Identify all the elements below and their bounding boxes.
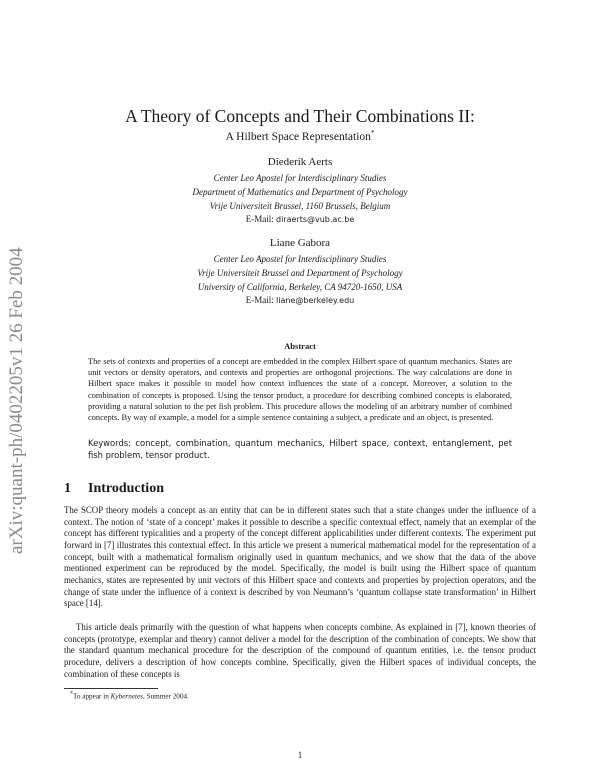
author-email-link[interactable]: liane@berkeley.edu (276, 296, 355, 305)
paper-title: A Theory of Concepts and Their Combinations II: (125, 106, 475, 126)
body-paragraph: The SCOP theory models a concept as an entity that can be in different states such that a state changes under the influence of a context. The notion of ‘state of a concept’ makes it possible to describe a specific contextual effect, namely that an exemplar of the concept has different typicalities and a property of the concept different applicabilities under different contexts. The experiment put forward in [7] illustrates this contextual effect. In this article we present a numerical mathematical model for the representation of a concept, built with a mathematical formalism originally used in quantum mechanics, and we show that the data of the above mentioned experiment can be reproduced by the model. Specifically, the model is built using the Hilbert space of quantum mechanics, states are represented by unit vectors of this Hilbert space and contexts and properties by projection operators, and the change of state under the influence of a context is described by von Neumann’s ‘quantum collapse state transformation’ in Hilbert space [14]. (64, 505, 536, 609)
author-block-2 (0, 235, 600, 307)
email-label: E-Mail: (245, 214, 274, 224)
author-email-line (0, 294, 600, 307)
subtitle-footnote-marker: * (370, 129, 375, 137)
author-email-line (0, 213, 600, 226)
author-affiliation-line: Vrije Universiteit Brussel and Department of Psychology (197, 268, 403, 278)
section-title: Introduction (88, 481, 164, 496)
abstract-text: The sets of contexts and properties of a concept are embedded in the complex Hilbert space of quantum mechanics. States are unit vectors or density operators, and contexts and properties are orthogonal projections. The way calculations are done in Hilbert space makes it possible to model how context influences the state of a concept. Moreover, a solution to the combination of concepts is proposed. Using the tensor product, a procedure for describing combined concepts is elaborated, providing a natural solution to the pet fish problem. This procedure allows the modeling of an arbitrary number of combined concepts. By way of example, a model for a simple sentence containing a subject, a predicate and an object, is presented. (88, 357, 512, 423)
page-number: 1 (297, 750, 303, 760)
footnote-rule (64, 688, 158, 689)
abstract-heading: Abstract (284, 341, 316, 351)
author-block-1 (0, 154, 600, 226)
keywords: Keywords: concept, combination, quantum mechanics, Hilbert space, context, entanglement, pet fish problem, tensor product. (88, 438, 512, 460)
footnote-prefix: To appear in (73, 692, 111, 701)
author-name: Diederik Aerts (267, 156, 333, 168)
author-affiliation-line: University of California, Berkeley, CA 94720-1650, USA (197, 282, 403, 292)
author-email-link[interactable]: diraerts@vub.ac.be (275, 215, 355, 224)
section-heading-introduction (64, 481, 164, 497)
subtitle-text: A Hilbert Space Representation (225, 130, 371, 143)
footnote (70, 691, 189, 700)
author-affiliation-line: Center Leo Apostel for Interdisciplinary Studies (213, 173, 387, 183)
author-affiliation-line: Department of Mathematics and Department of Psychology (192, 187, 408, 197)
arxiv-identifier-stamp: arXiv:quant-ph/0402205v1 26 Feb 2004 (6, 247, 27, 554)
author-affiliation-line: Vrije Universiteit Brussel, 1160 Brussels, Belgium (209, 201, 391, 211)
body-paragraph: This article deals primarily with the question of what happens when concepts combine. As explained in [7], known theories of concepts (prototype, exemplar and theory) cannot deliver a model for the description of the combination of concepts. We show that the standard quantum mechanical procedure for the description of the compound of quantum entities, i.e. the tensor product procedure, delivers a description of how concepts combine. Specifically, given the Hilbert spaces of individual concepts, the combination of these concepts is (64, 622, 536, 679)
author-affiliation-line: Center Leo Apostel for Interdisciplinary Studies (213, 254, 387, 264)
paper-subtitle (0, 129, 600, 143)
section-number: 1 (64, 481, 71, 496)
email-label: E-Mail: (245, 295, 274, 305)
author-name: Liane Gabora (269, 237, 331, 249)
footnote-suffix: , Summer 2004. (142, 692, 189, 701)
footnote-journal: Kybernetes (110, 692, 143, 701)
footnote-marker: * (70, 691, 73, 697)
